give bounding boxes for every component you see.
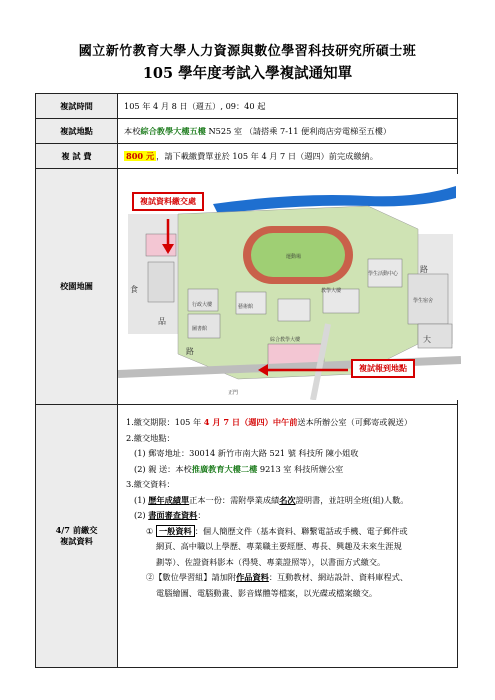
item2-works: 作品資料 [236,572,269,582]
map-label-library: 圖書館 [192,325,208,332]
doc1-suffix: 證明書，並註明全班(組)人數。 [295,494,409,505]
row-map [36,169,458,405]
doc1 [126,493,449,509]
doc2-suffix: ： [197,510,206,520]
item1-line2: 網頁、高中職以上學歷、專業職主要經歷、專長、興趣及未來生涯規 [156,541,402,551]
doc2 [126,508,449,524]
doc1-mid: 正本一份：需附學業成績 [189,494,280,505]
map-label-arts: 藝術館 [238,303,254,310]
submit-details [118,405,458,668]
label-map: 校園地圖 [36,169,118,405]
callout-submission-place: 複試資料繳交處 [132,192,204,211]
deadline-suffix: 送本所辦公室（可郵寄或親送） [297,417,413,427]
map-label-dorm: 學生宿舍 [413,297,434,304]
item1-line3: 劃等）、佐證資料影本（得獎、專業證照等），以書面方式繳交。 [156,556,386,567]
label-submit [36,405,118,668]
value-place [118,119,458,144]
label-time: 複試時間 [36,94,118,119]
item1-line1 [126,524,449,540]
item2-text1: ：互動教材、網站設計、資料庫程式、 [268,572,409,582]
item2-num: ② [146,572,155,582]
notice-table [35,93,458,668]
row-fee [36,144,458,169]
map-label-main-gate: 正門 [228,389,239,396]
map-label-edu-building: 教學大樓 [321,287,342,294]
campus-map [118,174,461,400]
value-time: 105 年 4 月 8 日（週五）, 09：40 起 [118,94,458,119]
label-fee: 複 試 費 [36,144,118,169]
item2-prefix: 【數位學習組】請加附 [154,572,237,582]
mail-address: (1) 郵寄地址：30014 新竹市南大路 521 號 科技所 陳小姐收 [134,448,359,458]
map-label-general-building: 綜合教學大樓 [270,336,301,343]
map-label-student-center: 學生活動中心 [368,270,399,277]
row-submit [36,405,458,668]
map-label-road-right: 路 [420,264,428,274]
place-prefix: 本校 [124,125,141,136]
map-label-gate-left: 食 [130,284,138,294]
address-title: 2.繳交地點： [126,432,175,443]
item1-text1: ：個人簡歷文件（基本資料、聯繫電話或手機、電子郵件或 [194,525,408,536]
deadline-line [126,415,449,431]
hand-prefix: (2) 親 送：本校 [134,463,192,474]
item2-line1 [126,570,449,586]
item2-line2: 電腦繪圖、電腦動畫、影音媒體等檔案，以光碟或檔案繳交。 [156,587,378,598]
doc1-rank: 名次 [279,494,296,505]
callout-checkin-place: 複試報到地點 [351,359,415,378]
fee-text: ，請下載繳費單並於 105 年 4 月 7 日（週四）前完成繳納。 [156,150,378,161]
place-building: 綜合教學大樓五樓 [140,125,206,136]
label-place: 複試地點 [36,119,118,144]
hand-building: 推廣教育大樓二樓 [191,463,258,474]
map-label-admin: 行政大樓 [192,301,213,308]
document-subtitle: 105 學年度考試入學複試通知單 [142,65,353,82]
doc1-prefix: (1) [134,494,149,505]
document-title: 國立新竹教育大學人力資源與數位學習科技研究所碩士班 [78,44,417,59]
doc2-review: 書面審查資料 [148,510,198,520]
hand-delivery [126,462,449,478]
map-label-field: 運動場 [286,253,302,260]
hand-suffix: 9213 室 科技所辦公室 [257,463,344,474]
row-place [36,119,458,144]
map-label-road-bottom: 路 [186,346,194,356]
deadline-prefix: 1.繳交期限：105 年 [126,417,202,427]
label-submit-line1: 4/7 前繳交 [55,525,98,535]
value-fee [118,144,458,169]
place-room: N525 室 [205,125,243,136]
doc1-transcript: 歷年成績單 [148,494,190,505]
deadline-date: 4 月 7 日（週四）中午前 [203,417,298,427]
map-cell [118,169,458,405]
item1-general: 一般資料 [156,525,195,537]
label-submit-line2: 複試資料 [60,536,93,546]
fee-amount: 800 元 [126,150,155,161]
map-label-gate-left2: 品 [158,316,166,326]
doc2-prefix: (2) [134,510,149,520]
item1-num: ① [146,525,154,536]
place-note: （請搭乘 7-11 便利商店旁電梯至五樓） [244,125,392,136]
docs-title: 3.繳交資料： [126,479,175,489]
map-label-road-right2: 大 [423,334,431,344]
row-time [36,94,458,119]
